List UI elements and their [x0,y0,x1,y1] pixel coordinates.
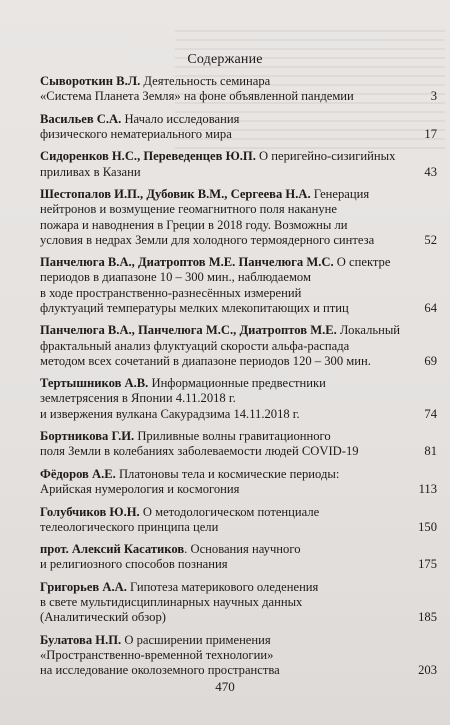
toc-entry-title-text: физического нематериального мира [40,126,232,141]
toc-entry [40,74,437,104]
toc-entry-title-text: условия в недрах Земли для холодного термоядерного синтеза [40,232,375,247]
toc-entry-title-text: в свете мультидисциплинарных научных данных [40,595,303,610]
toc-entry-title-text: О спектре [333,255,391,270]
toc-entry-authors: Шестопалов И.П., Дубовик В.М., Сергеева Н.А. [40,187,311,202]
toc-entry-page-number: 113 [418,482,437,497]
toc-entry [40,187,437,248]
toc-entry-title-text: (Аналитический обзор) [40,610,166,625]
toc-entry-title-text: Начало исследования [121,111,240,126]
toc-entry-page-number: 150 [418,519,437,534]
toc-entry-authors: прот. Алексий Касатиков [40,542,185,557]
toc-entry-authors: Голубчиков Ю.Н. [40,504,140,519]
toc-entry-authors: Сидоренков Н.С., Переведенцев Ю.П. [40,149,256,164]
toc-entry-title-text: Локальный [336,323,401,338]
toc-entry-authors: Булатова Н.П. [40,632,122,647]
toc-entry [40,376,437,422]
toc-entry-first-line [40,149,437,164]
toc-entry-authors: Панчелюга В.А., Панчелюга М.С., Диатроптов М.Е. [40,323,337,338]
toc-entry-page-number: 69 [424,353,437,368]
toc-entry-title-text: на исследование околоземного пространства [40,663,280,678]
toc-entry-page-number: 175 [418,557,437,572]
toc-list [40,74,437,686]
toc-entry-title-text: О расширении применения [121,632,271,647]
toc-entry [40,542,437,572]
toc-entry-page-number: 43 [424,164,437,179]
toc-entry-title-text: Генерация [310,187,370,202]
toc-entry-title-text: Приливные волны гравитационного [134,429,331,444]
toc-entry-title-text: поля Земли в колебаниях заболеваемости людей COVID-19 [40,444,359,459]
page-title: Содержание [187,52,263,67]
toc-entry-first-line [40,112,437,127]
toc-entry-title-text: приливах в Казани [40,164,141,179]
toc-entry-title-text: пожара и наводнения в Греции в 2018 году. Возможны ли [40,217,348,232]
toc-entry [40,633,437,679]
toc-entry-title-text: «Пространственно-временной технологии» [40,648,274,663]
toc-entry [40,149,437,179]
toc-entry-title-text: периодов в диапазоне 10 – 300 мин., наблюдаемом [40,270,311,285]
toc-entry [40,580,437,626]
toc-entry-title-text: землетрясения в Японии 4.11.2018 г. [40,391,236,406]
toc-entry-title-text: флуктуаций температуры мелких млекопитающих и птиц [40,300,349,315]
toc-entry-title-text: Гипотеза материкового оледенения [126,579,319,594]
toc-entry-first-line [40,542,437,557]
toc-entry-page-number: 203 [418,663,437,678]
toc-entry-title-text: и извержения вулкана Сакурадзима 14.11.2018 г. [40,406,300,421]
toc-entry-title-text: . Основания научного [184,542,301,557]
toc-entry-title-text: Арийская нумерология и космогония [40,482,240,497]
toc-entry-page-number: 185 [418,610,437,625]
toc-entry-title-text: Деятельность семинара [140,74,271,88]
toc-entry-authors: Фёдоров А.Е. [40,466,116,481]
toc-entry-authors: Сывороткин В.Л. [40,74,141,88]
toc-entry-first-line [40,187,437,202]
toc-entry-title-text: нейтронов и возмущение геомагнитного поля накануне [40,202,337,217]
toc-entry-page-number: 17 [424,126,437,141]
toc-entry-title-text: О методологическом потенциале [139,504,320,519]
toc-entry-page-number: 64 [424,300,437,315]
toc-entry [40,429,437,459]
toc-entry-first-line [40,429,437,444]
toc-entry-title-text: телеологического принципа цели [40,519,219,534]
toc-entry [40,112,437,142]
toc-entry [40,505,437,535]
toc-entry-authors: Васильев С.А. [40,111,122,126]
toc-entry-title-text: «Система Планета Земля» на фоне объявленной пандемии [40,89,354,104]
toc-entry-title-text: методом всех сочетаний в диапазоне периодов 120 – 300 мин. [40,353,371,368]
toc-entry-title-text: и религиозного способов познания [40,557,228,572]
toc-entry-title-text: фрактальный анализ флуктуаций скорости альфа-распада [40,338,350,353]
toc-entry-page-number: 74 [424,406,437,421]
toc-entry-page-number: 52 [424,232,437,247]
toc-entry-page-number: 3 [430,89,437,104]
toc-entry-authors: Панчелюга В.А., Диатроптов М.Е. Панчелюга М.С. [40,255,334,270]
toc-entry-first-line [40,376,437,391]
toc-entry-page-number: 81 [424,444,437,459]
toc-entry-first-line [40,323,437,338]
toc-entry [40,467,437,497]
toc-entry-first-line [40,633,437,648]
toc-entry-first-line [40,74,437,89]
toc-entry-first-line [40,255,437,270]
page-number: 470 [215,679,235,694]
toc-entry-title-text: О перигейно-сизигийных [255,149,396,164]
toc-entry-authors: Бортникова Г.И. [40,429,135,444]
toc-entry-first-line [40,505,437,520]
toc-entry-first-line [40,580,437,595]
toc-entry-first-line [40,467,437,482]
toc-entry-authors: Тертышников А.В. [40,376,149,391]
toc-entry-title-text: Информационные предвестники [148,376,326,391]
toc-entry-title-text: Платоновы тела и космические периоды: [115,466,340,481]
toc-entry [40,323,437,369]
toc-entry [40,255,437,316]
toc-entry-authors: Григорьев А.А. [40,579,127,594]
toc-entry-title-text: в ходе пространственно-разнесённых измерений [40,285,302,300]
